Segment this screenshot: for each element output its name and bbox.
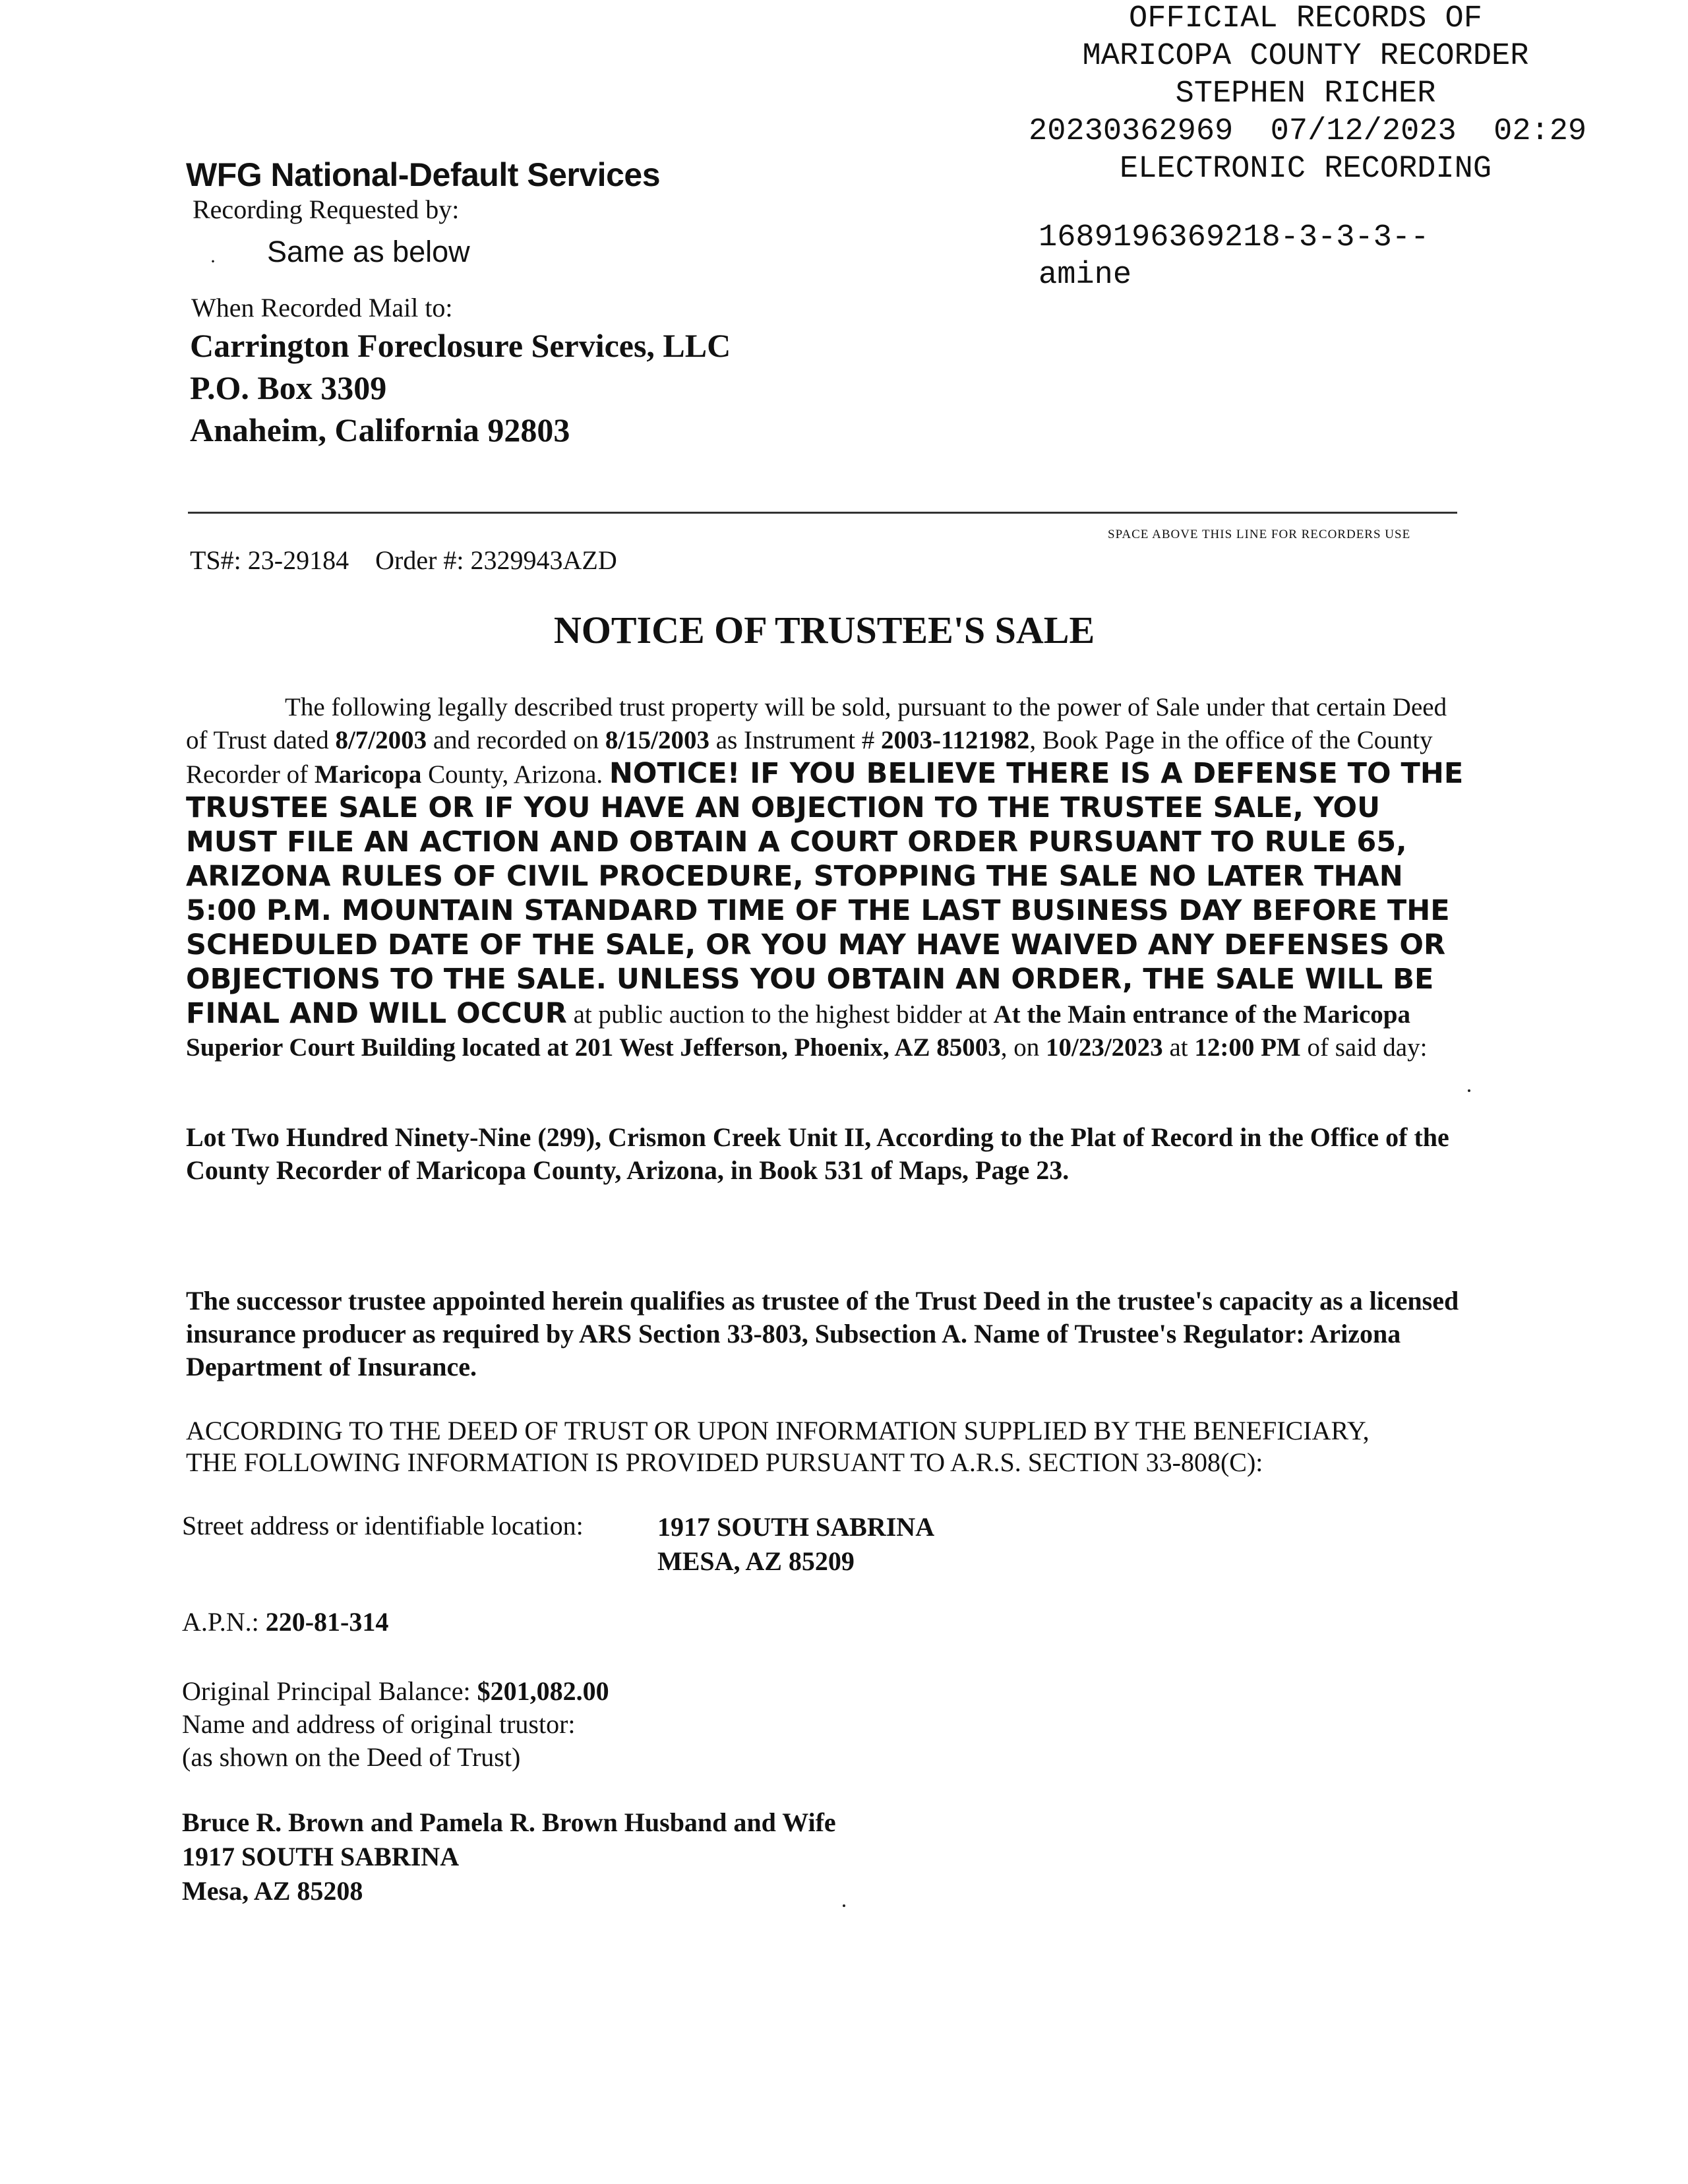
requested-by-label: Recording Requested by: — [193, 195, 460, 224]
original-trustor — [182, 1805, 836, 1908]
recording-code-line2: amine — [1039, 258, 1132, 293]
sale-location: At the Main entrance of the Maricopa Superior Court Building located at 201 West Jefferson, Phoenix, AZ 85003 — [186, 1000, 1410, 1062]
instrument-number: 2003-1121982 — [880, 726, 1030, 754]
recorder-stamp — [1015, 0, 1688, 188]
stamp-line-number-date: 20230362969 07/12/2023 02:29 — [1029, 114, 1587, 149]
sale-time: 12:00 PM — [1194, 1033, 1301, 1062]
trustor-city: Mesa, AZ 85208 — [182, 1876, 363, 1906]
sale-paragraph: The following legally described trust property will be sold, pursuant to the power of Sale under that certain Deed of Trust dated 8/7/2003 and recorded on 8/15/2003 as Instrument # 2003-1121982, Book Page in the office of the County Recorder of Maricopa County, Arizona. NOTICE! IF YOU BELIEVE THERE IS A DEFENSE TO THE TRUSTEE SALE OR IF YOU HAVE AN OBJECTION TO THE TRUSTEE SALE, YOU MUST FILE AN ACTION AND OBTAIN A COURT ORDER PURSUANT TO RULE 65, ARIZONA RULES OF CIVIL PROCEDURE, STOPPING THE SALE NO LATER THAN 5:00 P.M. MOUNTAIN STANDARD TIME OF THE LAST BUSINESS DAY BEFORE THE SCHEDULED DATE OF THE SALE, OR YOU MAY HAVE WAIVED ANY DEFENSES OR OBJECTIONS TO THE SALE. UNLESS YOU OBTAIN AN ORDER, THE SALE WILL BE FINAL AND WILL OCCUR at public auction to the highest bidder at At the Main entrance of the Maricopa Superior Court Building located at 201 West Jefferson, Phoenix, AZ 85003, on 10/23/2023 at 12:00 PM of said day: — [186, 693, 1464, 1062]
principal-balance-block — [182, 1675, 609, 1774]
recording-code — [1039, 219, 1429, 294]
ts-order-line — [190, 545, 617, 576]
sale-date: 10/23/2023 — [1046, 1033, 1163, 1062]
county-name: Maricopa — [314, 760, 422, 789]
notice-warning: NOTICE! IF YOU BELIEVE THERE IS A DEFENSE TO THE TRUSTEE SALE OR IF YOU HAVE AN OBJECTION TO THE TRUSTEE SALE, YOU MUST FILE AN ACTION AND OBTAIN A COURT ORDER PURSUANT TO RULE 65, ARIZONA RULES OF CIVIL PROCEDURE, STOPPING THE SALE NO LATER THAN 5:00 P.M. MOUNTAIN STANDARD TIME OF THE LAST BUSINESS DAY BEFORE THE SCHEDULED DATE OF THE SALE, OR YOU MAY HAVE WAIVED ANY DEFENSES OR OBJECTIONS TO THE SALE. UNLESS YOU OBTAIN AN ORDER, THE SALE WILL BE FINAL AND WILL OCCUR — [186, 757, 1464, 1030]
trustor-name: Bruce R. Brown and Pamela R. Brown Husband and Wife — [182, 1807, 836, 1837]
apn-line — [182, 1606, 388, 1637]
principal-balance-value: $201,082.00 — [477, 1676, 609, 1706]
street-address-label: Street address or identifiable location: — [182, 1511, 584, 1540]
mail-to-label: When Recorded Mail to: — [191, 293, 453, 322]
ts-number: TS#: 23-29184 — [190, 545, 349, 575]
stamp-line-recorder: STEPHEN RICHER — [1175, 76, 1436, 111]
statutory-line2: THE FOLLOWING INFORMATION IS PROVIDED PURSUANT TO A.R.S. SECTION 33-808(C): — [186, 1447, 1263, 1477]
trustee-qualification: The successor trustee appointed herein qualifies as trustee of the Trust Deed in the trustee's capacity as a licensed insurance producer as required by ARS Section 33-803, Subsection A. Name of Trustee's Regulator: Arizona Department of Insurance. — [186, 1286, 1459, 1381]
document-title: NOTICE OF TRUSTEE'S SALE — [553, 609, 1095, 652]
scan-speck — [843, 1904, 845, 1907]
dot-mark: · — [210, 251, 216, 272]
apn-label: A.P.N.: — [182, 1607, 266, 1637]
order-number: Order #: 2329943AZD — [375, 545, 617, 575]
recording-code-line1: 1689196369218-3-3-3-- — [1039, 220, 1430, 255]
stamp-line-county: MARICOPA COUNTY RECORDER — [1082, 39, 1529, 74]
requested-by-value: Same as below — [267, 235, 470, 268]
statutory-information — [186, 1415, 1472, 1478]
street-address-line1: 1917 SOUTH SABRINA — [657, 1512, 935, 1542]
deed-date: 8/7/2003 — [335, 726, 427, 754]
scan-speck — [1468, 1089, 1470, 1092]
trustor-note: (as shown on the Deed of Trust) — [182, 1742, 521, 1772]
mail-to-city: Anaheim, California 92803 — [190, 411, 570, 448]
recorder-divider — [188, 512, 1457, 514]
trustor-street: 1917 SOUTH SABRINA — [182, 1842, 460, 1871]
principal-balance-line — [182, 1675, 609, 1708]
legal-description: Lot Two Hundred Ninety-Nine (299), Crismon Creek Unit II, According to the Plat of Record in the Office of the County Recorder of Maricopa County, Arizona, in Book 531 of Maps, Page 23. — [186, 1122, 1449, 1185]
street-address-line2: MESA, AZ 85209 — [657, 1546, 855, 1576]
mail-to-box: P.O. Box 3309 — [190, 369, 387, 406]
company-name: WFG National-Default Services — [186, 156, 660, 193]
mail-to-address — [190, 324, 731, 451]
recorded-date: 8/15/2003 — [605, 726, 710, 754]
apn-value: 220-81-314 — [265, 1607, 389, 1637]
statutory-line1: ACCORDING TO THE DEED OF TRUST OR UPON INFORMATION SUPPLIED BY THE BENEFICIARY, — [186, 1416, 1370, 1445]
principal-balance-label: Original Principal Balance: — [182, 1676, 477, 1706]
trustor-label: Name and address of original trustor: — [182, 1709, 576, 1739]
stamp-line-electronic: ELECTRONIC RECORDING — [1119, 152, 1492, 187]
stamp-line-official: OFFICIAL RECORDS OF — [1129, 1, 1482, 36]
street-address-value — [657, 1510, 934, 1579]
space-above-note: SPACE ABOVE THIS LINE FOR RECORDERS USE — [1108, 528, 1411, 541]
mail-to-name: Carrington Foreclosure Services, LLC — [190, 327, 731, 364]
